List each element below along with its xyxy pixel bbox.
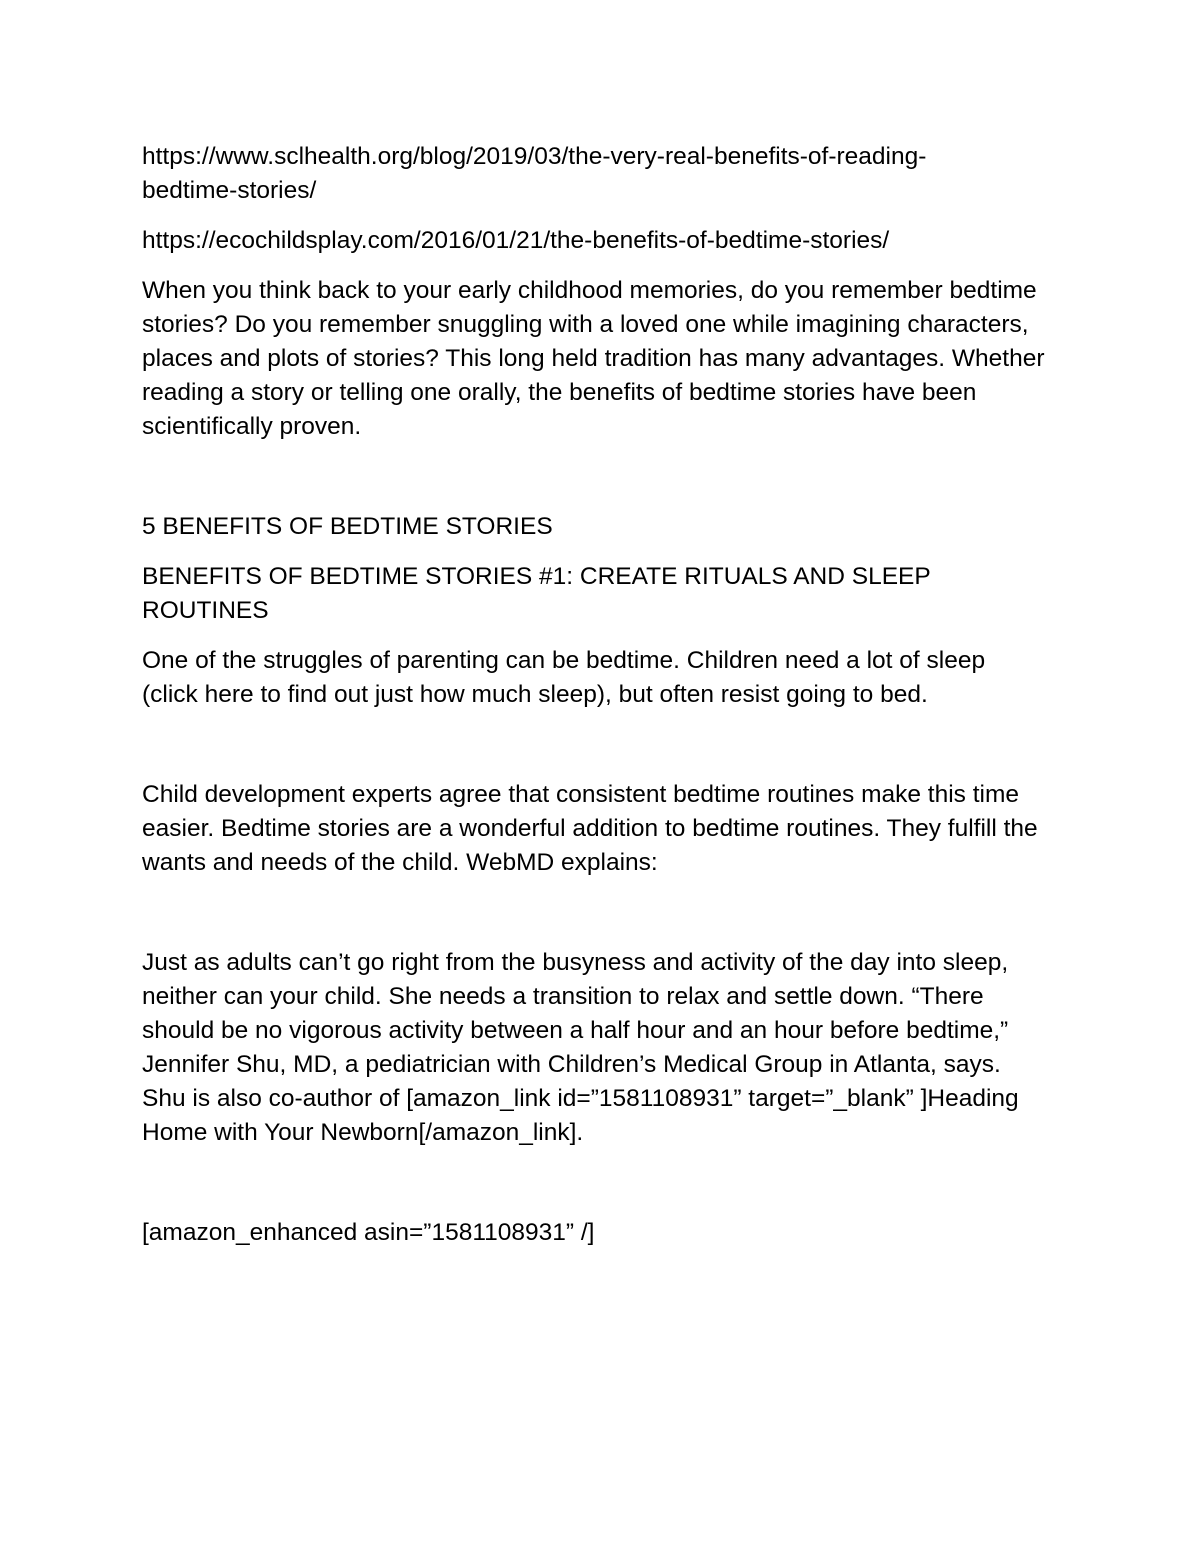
link-sclhealth: https://www.sclhealth.org/blog/2019/03/the-very-real-benefits-of-reading- bedtime-stories/ bbox=[142, 143, 927, 204]
paragraph-bedtime-struggles: One of the struggles of parenting can be bedtime. Children need a lot of sleep (click here to find out just how much sleep), but often resist going to bed. bbox=[142, 647, 986, 708]
paragraph-routines: Child development experts agree that consistent bedtime routines make this time easier. Bedtime stories are a wonderful addition to bedtime routines. They fulfill the wants and needs of the child. WebMD explains: bbox=[142, 781, 1038, 876]
intro-paragraph: When you think back to your early childhood memories, do you remember bedtime stories? Do you remember snuggling with a loved one while imagining characters, places and plots of stories? This long held tradition has many advantages. Whether reading a story or telling one orally, the benefits of bedtime stories have been scientifically proven. bbox=[142, 277, 1045, 440]
paragraph-webmd-quote: Just as adults can’t go right from the busyness and activity of the day into sleep, neither can your child. She needs a transition to relax and settle down. “There should be no vigorous activity between a half hour and an hour before bedtime,” Jennifer Shu, MD, a pediatrician with Children’s Medical Group in Atlanta, says. Shu is also co-author of [amazon_link id=”1581108931” target=”_blank” ]Heading Home with Your Newborn[/amazon_link]. bbox=[142, 949, 1019, 1146]
document-page bbox=[142, 140, 1047, 1250]
main-heading: 5 BENEFITS OF BEDTIME STORIES bbox=[142, 513, 553, 540]
amazon-shortcode: [amazon_enhanced asin=”1581108931” /] bbox=[142, 1219, 595, 1246]
benefit-1-heading: BENEFITS OF BEDTIME STORIES #1: CREATE RITUALS AND SLEEP ROUTINES bbox=[142, 563, 931, 624]
link-ecochildsplay: https://ecochildsplay.com/2016/01/21/the-benefits-of-bedtime-stories/ bbox=[142, 227, 890, 254]
